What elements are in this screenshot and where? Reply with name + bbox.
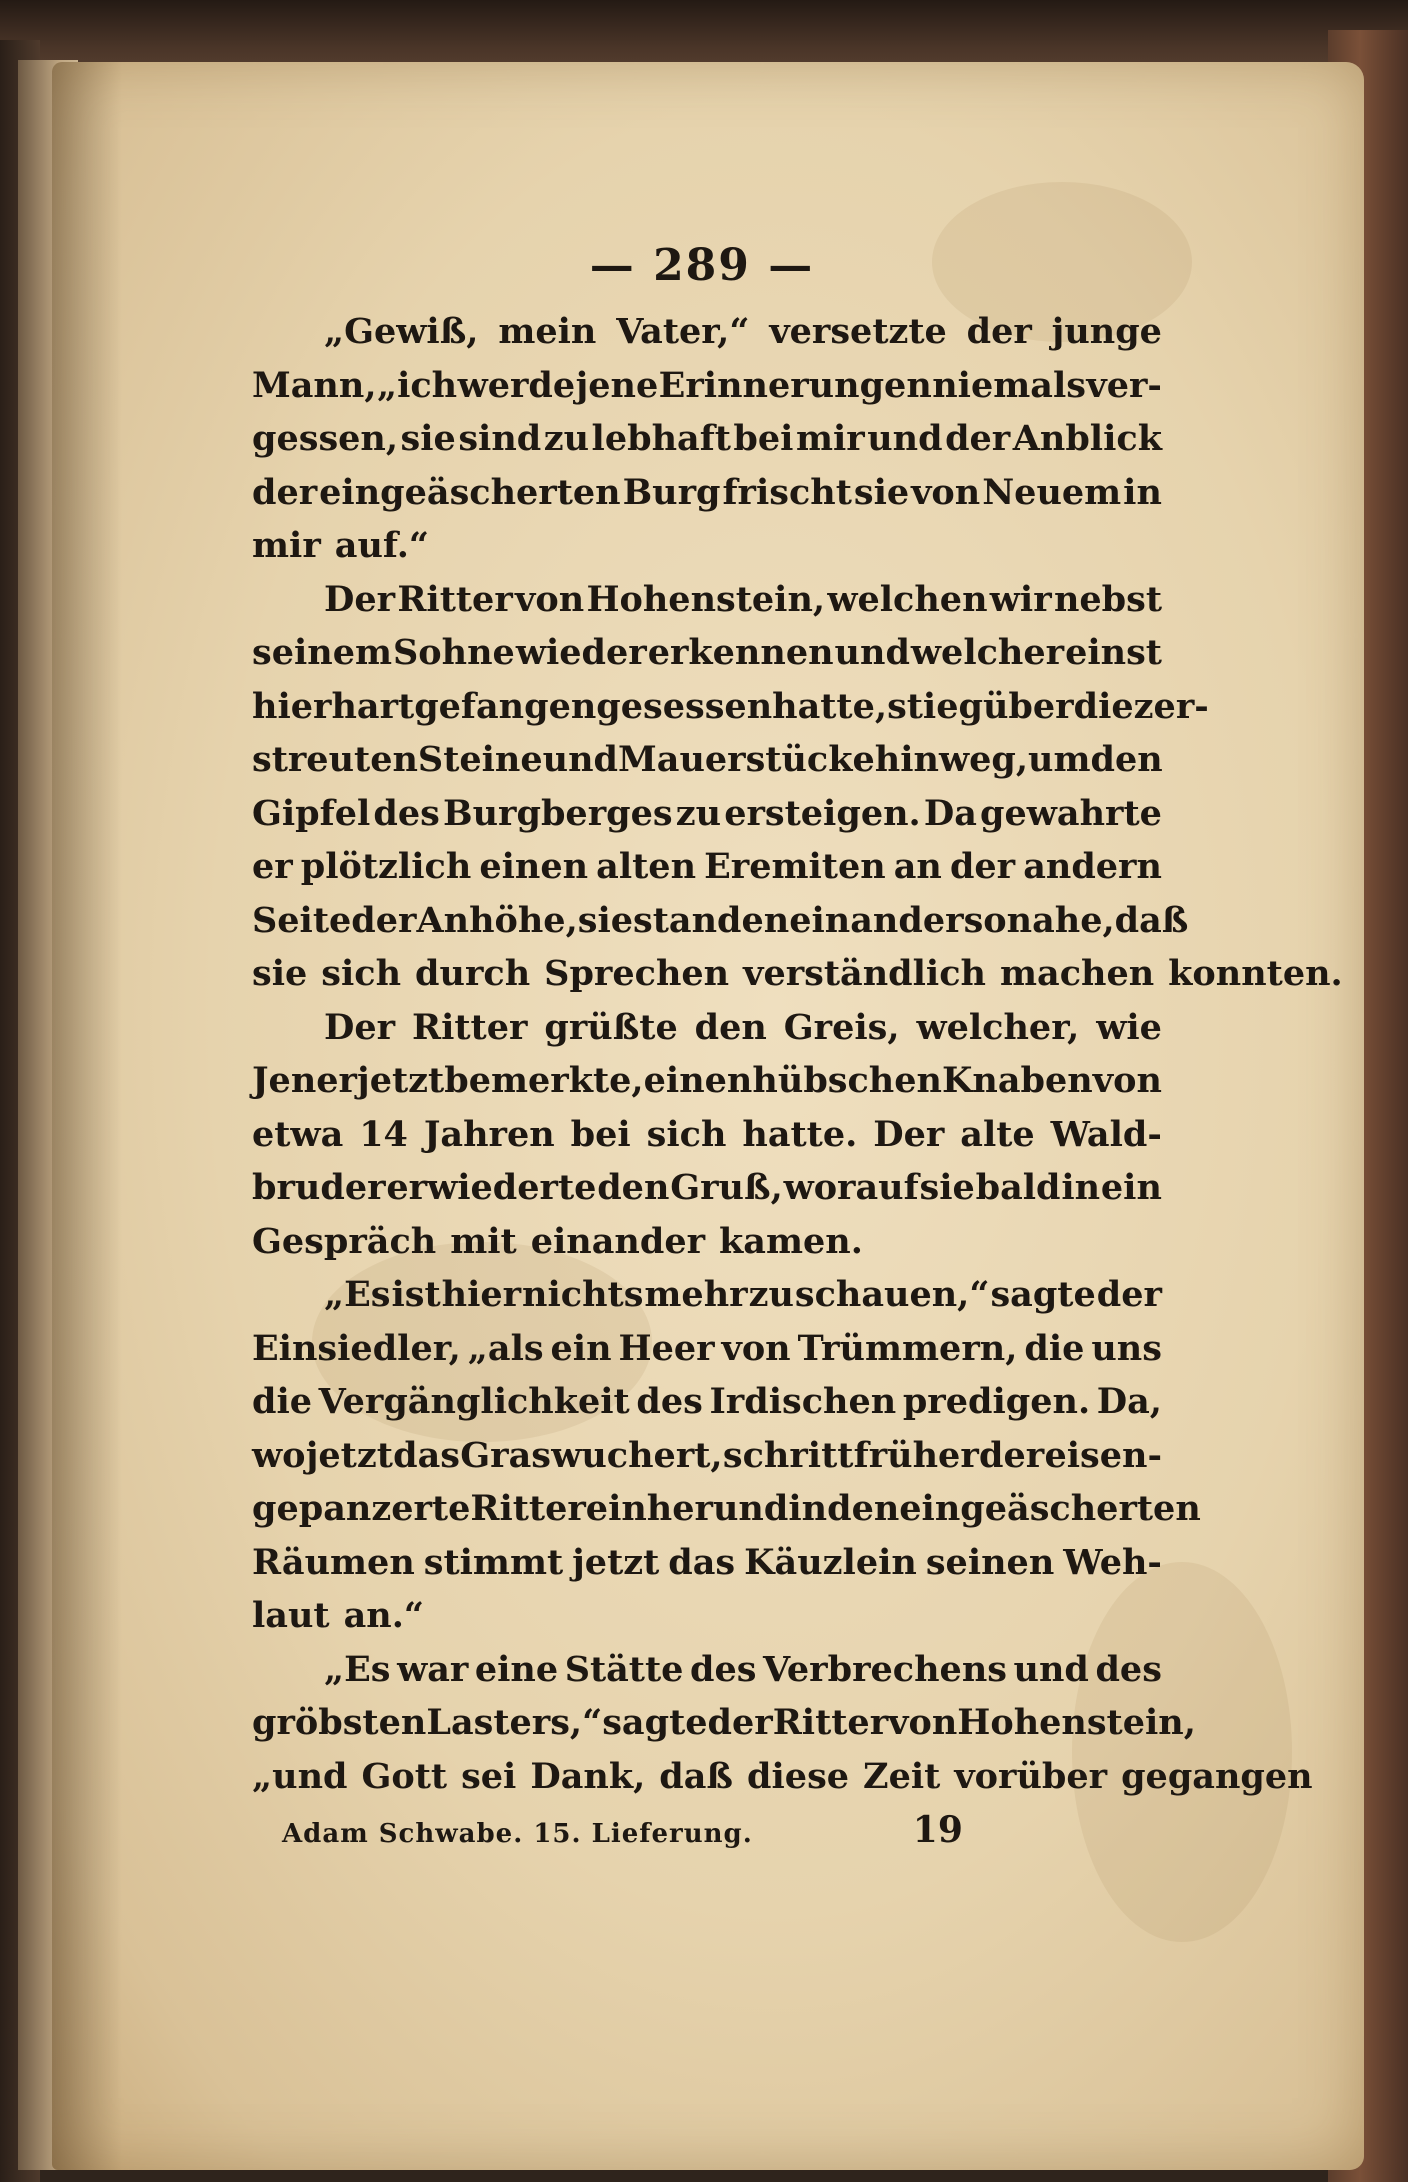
word: daß — [1114, 899, 1189, 941]
word: zer- — [1133, 685, 1209, 727]
word: eingeäscherten — [899, 1488, 1201, 1529]
word: ver- — [1086, 364, 1162, 406]
word: früher — [853, 1434, 979, 1476]
word: alte — [960, 1113, 1035, 1155]
word: jene — [575, 364, 659, 406]
word: den — [694, 1006, 767, 1048]
word: Der — [324, 578, 396, 620]
word: sagte — [602, 1702, 708, 1743]
text-line — [252, 1215, 1162, 1269]
word: „als — [467, 1327, 544, 1369]
word: Lasters,“ — [426, 1702, 603, 1743]
word: von — [1092, 1060, 1162, 1101]
text-line — [252, 1375, 1162, 1429]
word: in — [1123, 471, 1162, 513]
word: zu — [543, 418, 590, 459]
word: schauen,“ — [794, 1274, 990, 1315]
word: gessen, — [252, 418, 399, 459]
word: zu — [675, 792, 722, 834]
text-line — [252, 412, 1162, 466]
text-line — [252, 519, 1162, 573]
page-number: — 289 — — [589, 240, 815, 291]
word: Hohenstein, — [586, 578, 826, 620]
text-line — [252, 947, 1343, 1001]
word: in — [1061, 1167, 1101, 1208]
word: sei — [461, 1755, 517, 1797]
word: seinem — [252, 632, 393, 673]
word: hier — [252, 685, 332, 727]
word: Vater,“ — [616, 311, 750, 352]
word: Ritter — [470, 1488, 586, 1529]
word: Knaben — [942, 1060, 1093, 1101]
word: einander — [789, 899, 964, 941]
word: Seite — [252, 899, 352, 941]
word: das — [393, 1434, 460, 1476]
text-line — [252, 680, 1209, 734]
word: sich — [646, 1113, 727, 1155]
word: der — [351, 899, 417, 941]
word: Irdischen — [709, 1381, 897, 1422]
word: Der — [873, 1113, 945, 1155]
word: hart — [331, 685, 415, 727]
word: von — [515, 578, 585, 620]
word: ersteigen. — [724, 792, 921, 834]
word: Burgberges — [443, 792, 673, 834]
word: jetzt — [572, 1541, 660, 1583]
word: Wald- — [1050, 1113, 1162, 1155]
printer-signature: Adam Schwabe. 15. Lieferung. — [282, 1819, 753, 1849]
word: mit — [450, 1220, 517, 1262]
word: nahe, — [1006, 899, 1115, 941]
word: standen — [633, 899, 790, 941]
word: gewahrte — [980, 792, 1162, 834]
text-line — [252, 733, 1162, 787]
word: sie — [400, 418, 456, 459]
word: bruder — [252, 1167, 386, 1208]
word: Heer — [618, 1327, 715, 1369]
word: bald — [975, 1167, 1061, 1208]
word: einher — [585, 1488, 713, 1529]
word: plötzlich — [300, 846, 472, 887]
word: der — [949, 846, 1016, 887]
text-line — [252, 1643, 1162, 1697]
word: Gott — [361, 1755, 448, 1797]
word: Da — [923, 792, 977, 834]
word: daß — [659, 1755, 734, 1797]
word: der — [707, 1702, 773, 1743]
gutter-shadow — [52, 62, 122, 2170]
word: laut — [252, 1595, 330, 1636]
word: Jener — [252, 1060, 357, 1101]
word: Anhöhe, — [416, 899, 578, 941]
word: sagte — [990, 1274, 1096, 1315]
word: mir — [795, 418, 865, 459]
word: sie — [919, 1167, 975, 1208]
word: ist — [391, 1274, 441, 1315]
word: sich — [321, 953, 402, 994]
word: bei — [570, 1113, 631, 1155]
word: der — [966, 311, 1032, 352]
word: den — [827, 1488, 900, 1529]
word: er — [252, 846, 293, 887]
word: Neuem — [982, 471, 1122, 513]
word: „Gewiß, — [324, 311, 479, 352]
word: des — [1095, 1648, 1162, 1690]
word: Hohenstein, — [957, 1702, 1196, 1743]
word: Mann, — [252, 364, 377, 406]
word: predigen. — [902, 1381, 1091, 1422]
word: jetzt — [357, 1060, 445, 1101]
word: ein — [1100, 1167, 1162, 1208]
text-line — [252, 573, 1162, 627]
word: Stätte — [564, 1648, 684, 1690]
word: hatte, — [772, 685, 888, 727]
word: gefangen — [414, 685, 597, 727]
word: Vergänglichkeit — [318, 1381, 630, 1422]
word: auf.“ — [334, 525, 430, 566]
text-line — [252, 1589, 1162, 1643]
word: und — [867, 418, 943, 459]
word: Erinnerungen — [658, 364, 932, 406]
word: hatte. — [742, 1113, 858, 1155]
word: wie — [1096, 1006, 1162, 1048]
word: einander — [530, 1220, 706, 1262]
word: junge — [1051, 311, 1162, 352]
word: grüßte — [544, 1006, 678, 1048]
word: Sprechen — [544, 953, 730, 994]
word: erkennen — [647, 632, 834, 673]
word: seinen — [925, 1541, 1055, 1583]
word: erwiederte — [386, 1167, 597, 1208]
word: welcher, — [916, 1006, 1080, 1048]
page-footer — [252, 1809, 1162, 1859]
word: verständlich — [743, 953, 986, 994]
word: werde — [457, 364, 576, 406]
text-line — [252, 359, 1162, 413]
word: über — [982, 685, 1074, 727]
word: des — [636, 1381, 703, 1422]
body-text — [252, 305, 1343, 1803]
word: des — [689, 1648, 757, 1690]
word: Sohne — [393, 632, 515, 673]
word: der — [979, 1434, 1045, 1476]
page-text — [252, 240, 1343, 1859]
word: an.“ — [343, 1595, 425, 1636]
word: ein — [550, 1327, 612, 1369]
word: „und — [252, 1755, 348, 1797]
word: bei — [733, 418, 794, 459]
word: zu — [748, 1274, 794, 1315]
word: Jahren — [423, 1113, 555, 1155]
word: Eremiten — [704, 846, 886, 887]
word: Ritter — [397, 578, 513, 620]
word: konnten. — [1168, 953, 1343, 994]
word: eine — [474, 1648, 559, 1690]
word: „ich — [376, 364, 458, 406]
word: welcher — [910, 632, 1065, 673]
word: schritt — [722, 1434, 854, 1476]
word: „Es — [324, 1648, 391, 1690]
word: einen — [479, 846, 589, 887]
text-line — [252, 626, 1162, 680]
word: kamen. — [719, 1220, 863, 1262]
word: des — [373, 792, 440, 834]
word: gegangen — [1121, 1755, 1313, 1797]
word: einen — [643, 1060, 753, 1101]
word: welchen — [827, 578, 988, 620]
word: Einsiedler, — [252, 1327, 461, 1369]
word: hinweg, — [874, 739, 1029, 780]
word: den — [597, 1167, 670, 1208]
text-line — [252, 466, 1162, 520]
word: machen — [999, 953, 1155, 994]
word: wo — [252, 1434, 306, 1476]
word: einst — [1065, 632, 1162, 673]
word: bemerkte, — [444, 1060, 644, 1101]
text-line — [252, 894, 1189, 948]
word: und — [542, 739, 619, 780]
text-line — [252, 1268, 1162, 1322]
word: Da, — [1096, 1381, 1162, 1422]
text-line — [252, 1108, 1162, 1162]
word: von — [721, 1327, 791, 1369]
word: mehr — [644, 1274, 748, 1315]
word: Gespräch — [252, 1220, 437, 1262]
word: gesessen — [596, 685, 773, 727]
text-line — [252, 1054, 1162, 1108]
word: wir — [989, 578, 1052, 620]
word: mein — [498, 311, 597, 352]
word: jetzt — [305, 1434, 393, 1476]
word: Dank, — [530, 1755, 646, 1797]
word: Mauerstücke — [618, 739, 875, 780]
word: versetzte — [769, 311, 947, 352]
word: Steine — [417, 739, 543, 780]
word: die — [1073, 685, 1134, 727]
text-line — [252, 1750, 1313, 1804]
word: von — [888, 1702, 958, 1743]
text-line — [252, 1322, 1162, 1376]
word: eingeäscherten — [319, 471, 621, 513]
word: Verbrechens — [762, 1648, 1007, 1690]
word: der — [252, 471, 318, 513]
word: wieder — [515, 632, 647, 673]
word: wuchert, — [551, 1434, 723, 1476]
word: uns — [1091, 1327, 1162, 1369]
text-line — [252, 1696, 1196, 1750]
text-line — [252, 787, 1162, 841]
word: nebst — [1053, 578, 1162, 620]
word: Trümmern, — [797, 1327, 1018, 1369]
word: durch — [415, 953, 531, 994]
word: die — [1024, 1327, 1085, 1369]
word: und — [1013, 1648, 1089, 1690]
word: um — [1028, 739, 1091, 780]
word: eisen- — [1044, 1434, 1162, 1476]
word: Ritter — [772, 1702, 889, 1743]
word: Burg — [622, 471, 721, 513]
word: den — [1090, 739, 1163, 780]
word: Ritter — [411, 1006, 528, 1048]
word: gepanzerte — [252, 1488, 471, 1529]
word: das — [668, 1541, 736, 1583]
text-line — [252, 1482, 1201, 1536]
word: Räumen — [252, 1541, 415, 1583]
word: streuten — [252, 739, 418, 780]
word: mir — [252, 525, 321, 566]
word: frischt — [722, 471, 852, 513]
word: der — [945, 418, 1011, 459]
word: stieg — [887, 685, 983, 727]
text-line — [252, 840, 1162, 894]
word: die — [252, 1381, 313, 1422]
word: etwa — [252, 1113, 344, 1155]
word: und — [712, 1488, 789, 1529]
text-line — [252, 305, 1162, 359]
text-line — [252, 1429, 1162, 1483]
word: Greis, — [783, 1006, 900, 1048]
word: an — [893, 846, 942, 887]
text-line — [252, 1161, 1162, 1215]
word: so — [963, 899, 1007, 941]
word: Weh- — [1063, 1541, 1162, 1583]
text-line — [252, 1536, 1162, 1590]
word: und — [834, 632, 910, 673]
text-line — [252, 1001, 1162, 1055]
word: sie — [577, 899, 634, 941]
word: sie — [252, 953, 308, 994]
word: war — [397, 1648, 469, 1690]
word: Gras — [460, 1434, 551, 1476]
word: der — [1096, 1274, 1162, 1315]
word: hier — [441, 1274, 522, 1315]
word: sind — [458, 418, 542, 459]
word: gröbsten — [252, 1702, 427, 1743]
word: worauf — [783, 1167, 919, 1208]
word: Käuzlein — [744, 1541, 917, 1583]
word: alten — [596, 846, 697, 887]
word: Gipfel — [252, 792, 371, 834]
word: stimmt — [423, 1541, 564, 1583]
word: 14 — [359, 1113, 408, 1155]
word: lebhaft — [591, 418, 731, 459]
word: vorüber — [954, 1755, 1108, 1797]
word: „Es — [324, 1274, 391, 1315]
word: in — [788, 1488, 828, 1529]
word: sie — [853, 471, 910, 513]
word: diese — [747, 1755, 850, 1797]
word: hübschen — [752, 1060, 942, 1101]
word: Zeit — [863, 1755, 941, 1797]
word: nichts — [522, 1274, 644, 1315]
word: Anblick — [1012, 418, 1162, 459]
word: andern — [1023, 846, 1162, 887]
word: Der — [324, 1006, 396, 1048]
word: niemals — [932, 364, 1086, 406]
word: von — [911, 471, 981, 513]
word: Gruß, — [670, 1167, 783, 1208]
signature-number: 19 — [912, 1809, 963, 1851]
